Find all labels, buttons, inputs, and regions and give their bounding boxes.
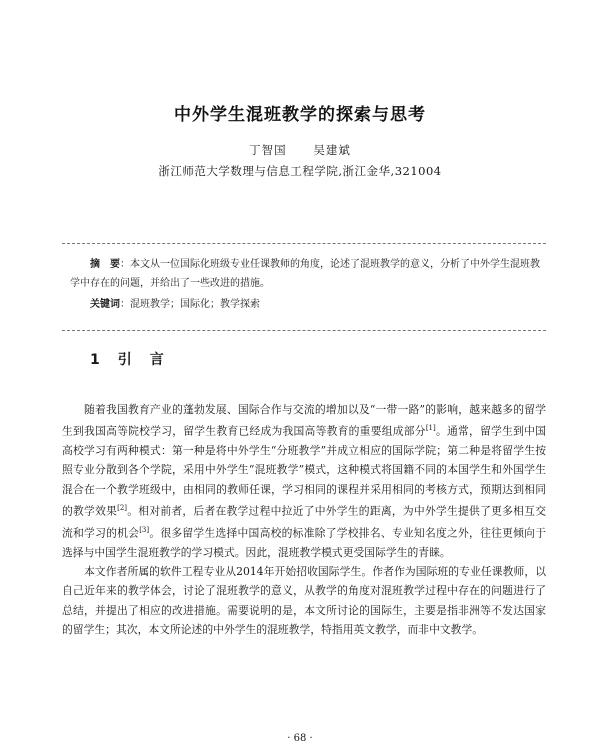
body-text (62, 400, 546, 639)
section-heading (90, 349, 166, 369)
author-affiliation: 浙江师范大学数理与信息工程学院,浙江金华,321004 (158, 164, 442, 178)
page-number: · 68 · (287, 733, 313, 744)
keywords (70, 295, 540, 314)
paper-title: 中外学生混班教学的探索与思考 (174, 105, 426, 125)
author-name: 吴建斌 (313, 143, 351, 157)
paragraph: 本文作者所属的软件工程专业从2014年开始招收国际学生。作者作为国际班的专业任课教师，以自己近年来的教学体会，讨论了混班教学的意义，从教学的角度对混班教学过程中存在的问题进行了总结，并提出了相应的改进措施。需要说明的是，本文所讨论的国际生，主要是指非洲等不发达国家的留学生；其次，本文所论述的中外学生的混班教学，特指用英文教学，而非中文教学。 (62, 565, 546, 637)
keywords-label: 关键词 (90, 299, 120, 310)
citation: [3] (139, 525, 150, 534)
citation: [1] (425, 424, 436, 433)
section-title: 引 言 (117, 352, 166, 368)
abstract-label: 摘 要 (90, 259, 120, 270)
author-name: 丁智国 (249, 143, 287, 157)
citation: [2] (117, 504, 128, 513)
abstract (70, 255, 540, 293)
author-list (0, 142, 600, 158)
abstract-text: ：本文从一位国际化班级专业任课教师的角度，论述了混班教学的意义，分析了中外学生混班教学中存在的问题，并给出了一些改进的措施。 (70, 259, 540, 289)
abstract-box (62, 243, 546, 331)
keywords-text: ：混班教学；国际化；教学探索 (120, 299, 260, 310)
section-number: 1 (90, 352, 102, 368)
paragraph-text: 。相对前者，后者在教学过程中拉近了中外学生的距离，为中外学生提供了更多相互交流和学习的机会 (62, 504, 546, 540)
paragraph-text: 随着我国教育产业的蓬勃发展、国际合作与交流的增加以及“一带一路”的影响，越来越多的留学生到我国高等院校学习，留学生教育已经成为我国高等教育的重要组成部分 (62, 403, 546, 438)
paragraph-text: 。很多留学生选择中国高校的标准除了学校排名、专业知名度之外，往往更倾向于选择与中国学生混班教学的学习模式。因此，混班教学模式更受国际学生的青睐。 (62, 526, 547, 559)
paragraph-text: 。通常，留学生到中国高校学习有两种模式：第一种是将中外学生“分班教学”并成立相应的国际学院；第二种是将留学生按照专业分散到各个学院，采用中外学生“混班教学”模式，这种模式将国籍不同的本国学生和外国学生混合在一个教学班级中，由相同的教师任课，学习相同的课程并采用相同的考核方式，预期达到相同的教学效果 (62, 424, 546, 518)
paragraph (62, 400, 546, 562)
